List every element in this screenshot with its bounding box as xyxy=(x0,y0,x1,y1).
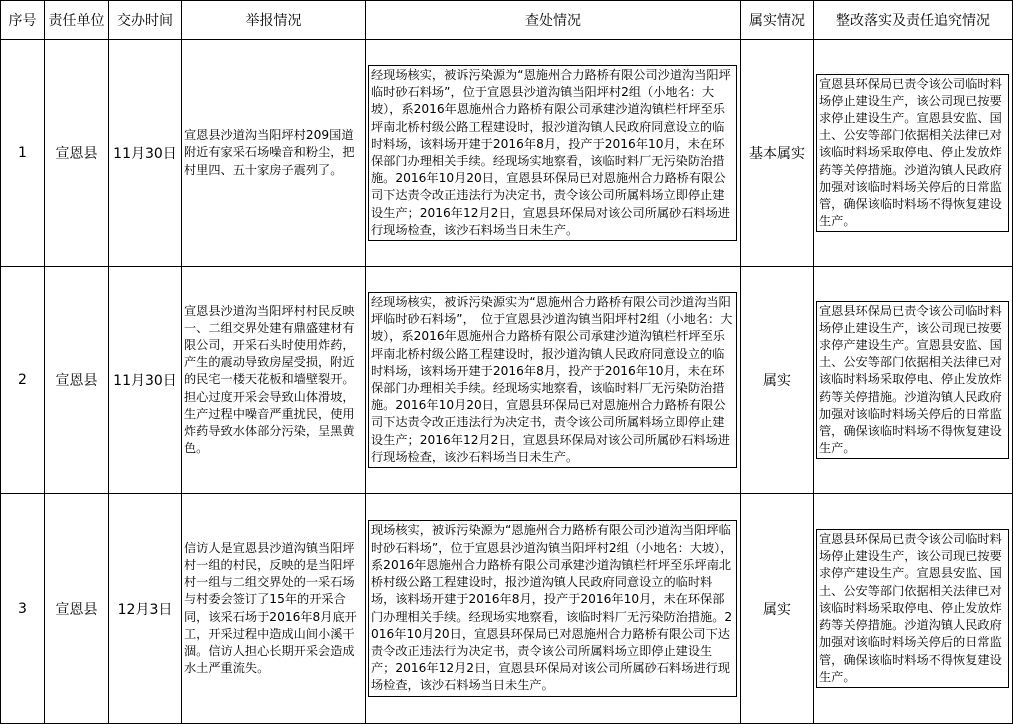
cell-rectification xyxy=(814,267,1013,494)
cell-unit: 宣恩县 xyxy=(45,494,109,724)
cell-seq: 1 xyxy=(1,40,45,267)
cell-unit: 宣恩县 xyxy=(45,267,109,494)
cell-date: 12月3日 xyxy=(109,494,182,724)
cell-rectification xyxy=(814,494,1013,724)
cell-date: 11月30日 xyxy=(109,267,182,494)
cell-report: 宣恩县沙道沟当阳坪村村民反映一、二组交界处建有鼎盛建材有限公司，开采石头时使用炸药，产生的震动导致房屋受损，附近的民宅一楼天花板和墙壁裂开。担心过度开采会导致山体滑坡，生产过程中噪音严重扰民，使用炸药导致水体部分污染，呈黑黄色。 xyxy=(182,267,366,494)
header-report: 举报情况 xyxy=(182,1,366,40)
cell-seq: 2 xyxy=(1,267,45,494)
header-seq: 序号 xyxy=(1,1,45,40)
header-investigation: 查处情况 xyxy=(366,1,741,40)
header-date: 交办时间 xyxy=(109,1,182,40)
table-row xyxy=(1,267,1013,494)
cell-date: 11月30日 xyxy=(109,40,182,267)
investigation-text: 现场核实，被诉污染源为“恩施州合力路桥有限公司沙道沟当阳坪临时砂石料场”，位于宣恩县沙道沟镇当阳坪村2组（小地名：大坡），系2016年恩施州合力路桥有限公司承建沙道沟镇栏杆坪至乐坪南北桥村级公路工程建设时，报沙道沟镇人民政府同意设立的临时料场，该料场开建于2016年8月，投产于2016年10月，未在环保部门办理相关手续。经现场实地察看，该临时料厂无污染防治措施。2016年10月20日，宣恩县环保局已对恩施州合力路桥有限公司下达责令改正违法行为决定书，责令该公司所属料场立即停止建设生产；2016年12月2日，宣恩县环保局对该公司所属砂石料场进行现场检查，该沙石料场当日未生产。 xyxy=(368,520,737,696)
rectification-text: 宣恩县环保局已责令该公司临时料场停止建设生产，该公司现已按要求停止建设生产。宣恩县安监、国土、公安等部门依据相关法律已对该临时料场采取停电、停止发放炸药等关停措施。沙道沟镇人民政府加强对该临时料场关停后的日常监管，确保该临时料场不得恢复建设生产。 xyxy=(816,74,1009,233)
rectification-text: 宣恩县环保局已责令该公司临时料场停止建设生产，该公司现已按要求停产建设生产。宣恩县安监、国土、公安等部门依据相关法律已对该临时料场采取停电、停止发放炸药等关停措施。沙道沟镇人民政府加强对该临时料场关停后的日常监管，确保该临时料场不得恢复建设生产。 xyxy=(816,301,1009,460)
rectification-text: 宣恩县环保局已责令该公司临时料场停止建设生产，该公司现已按要求停产建设生产。宣恩县安监、国土、公安等部门依据相关法律已对该临时料场采取停电、停止发放炸药等关停措施。沙道沟镇人民政府加强对该临时料场关停后的日常监管，确保该临时料场不得恢复建设生产。 xyxy=(816,529,1009,688)
cell-unit: 宣恩县 xyxy=(45,40,109,267)
header-rectification: 整改落实及责任追究情况 xyxy=(814,1,1013,40)
header-row xyxy=(1,1,1013,40)
cell-investigation xyxy=(366,494,741,724)
investigation-text: 经现场核实，被诉污染源为“恩施州合力路桥有限公司沙道沟当阳坪临时砂石料场”，位于宣恩县沙道沟镇当阳坪村2组（小地名：大坡），系2016年恩施州合力路桥有限公司承建沙道沟镇栏杆坪至乐坪南北桥村级公路工程建设时，报沙道沟镇人民政府同意设立的临时料场，该料场开建于2016年8月，投产于2016年10月，未在环保部门办理相关手续。经现场实地察看，该临时料厂无污染防治措施。2016年10月20日，宣恩县环保局已对恩施州合力路桥有限公司下达责令改正违法行为决定书，责令该公司所属料场立即停止建设生产；2016年12月2日，宣恩县环保局对该公司所属砂石料场进行现场检查，该沙石料场当日未生产。 xyxy=(368,65,737,241)
cell-report: 宣恩县沙道沟当阳坪村209国道附近有家采石场噪音和粉尘，把村里四、五十家房子震列了。 xyxy=(182,40,366,267)
cell-report: 信访人是宣恩县沙道沟镇当阳坪村一组的村民，反映的是当阳坪村一组与二组交界处的一采石场与村委会签订了15年的开采合同，该采石场于2016年8月底开工，开采过程中造成山间小溪干涸。信访人担心长期开采会造成水土严重流失。 xyxy=(182,494,366,724)
cell-investigation xyxy=(366,267,741,494)
cell-seq: 3 xyxy=(1,494,45,724)
table-row xyxy=(1,494,1013,724)
cell-verified: 属实 xyxy=(741,494,814,724)
header-unit: 责任单位 xyxy=(45,1,109,40)
cell-investigation xyxy=(366,40,741,267)
header-verified: 属实情况 xyxy=(741,1,814,40)
cell-rectification xyxy=(814,40,1013,267)
cell-verified: 基本属实 xyxy=(741,40,814,267)
cell-verified: 属实 xyxy=(741,267,814,494)
table-row xyxy=(1,40,1013,267)
investigation-text: 经现场核实，被诉污染源实为“恩施州合力路桥有限公司沙道沟当阳坪临时砂石料场”， 位于宣恩县沙道沟镇当阳坪村2组（小地名：大坡），系2016年恩施州合力路桥有限公司承建沙道沟镇栏杆坪至乐坪南北桥村级公路工程建设时，报沙道沟镇人民政府同意设立的临时料场，该料场开建于2016年8月，投产于2016年10月，未在环保部门办理相关手续。经现场实地察看，该临时料厂无污染防治措施。2016年10月20日，宣恩县环保局已对恩施州合力路桥有限公司下达责令改正违法行为决定书，责令该公司所属料场立即停止建设生产；2016年12月2日，宣恩县环保局对该公司所属砂石料场进行现场检查，该沙石料场当日未生产。 xyxy=(368,292,737,468)
